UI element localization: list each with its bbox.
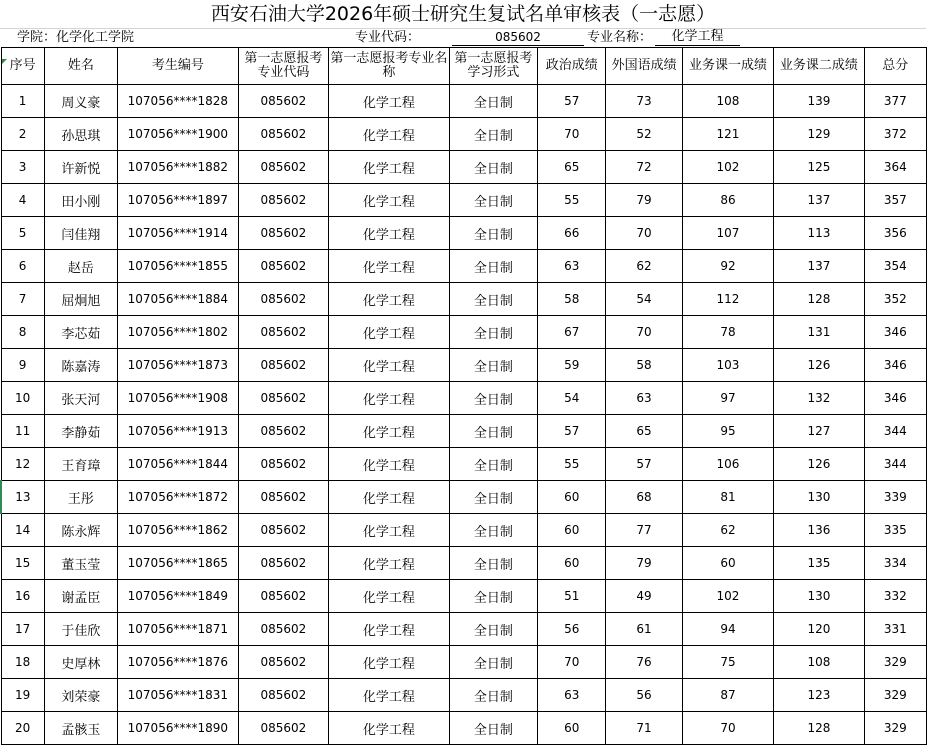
major-name-label: 专业名称：	[587, 30, 653, 45]
cell-subject-two[interactable]: 131	[774, 316, 864, 349]
cell-subject-two[interactable]: 137	[774, 250, 864, 283]
cell-total[interactable]: 334	[864, 547, 926, 580]
cell-major-name[interactable]: 化学工程	[329, 382, 450, 415]
cell-study-mode[interactable]: 全日制	[449, 646, 537, 679]
cell-total[interactable]: 331	[864, 613, 926, 646]
page-title: 西安石油大学2026年硕士研究生复试名单审核表（一志愿）	[0, 0, 926, 29]
cell-politics[interactable]: 57	[538, 415, 606, 448]
table-row	[1, 514, 927, 547]
cell-exam-id[interactable]: 107056****1828	[118, 85, 239, 118]
cell-politics[interactable]: 60	[538, 547, 606, 580]
cell-exam-id[interactable]: 107056****1884	[118, 283, 239, 316]
column-header[interactable]: 外国语成绩	[606, 48, 682, 85]
table-row	[1, 547, 927, 580]
cell-total[interactable]: 346	[864, 316, 926, 349]
cell-total[interactable]: 372	[864, 118, 926, 151]
cell-subject-two[interactable]: 123	[774, 679, 864, 712]
cell-exam-id[interactable]: 107056****1890	[118, 712, 239, 745]
college-label: 学院：化学化工学院	[17, 30, 135, 45]
cell-politics[interactable]: 59	[538, 349, 606, 382]
cell-exam-id[interactable]: 107056****1913	[118, 415, 239, 448]
cell-name[interactable]: 陈永辉	[44, 514, 117, 547]
cell-foreign-language[interactable]: 52	[606, 118, 682, 151]
cell-exam-id[interactable]: 107056****1862	[118, 514, 239, 547]
cell-foreign-language[interactable]: 65	[606, 415, 682, 448]
table-row	[1, 151, 927, 184]
cell-index[interactable]: 16	[1, 580, 44, 613]
cell-major-code[interactable]: 085602	[238, 514, 328, 547]
cell-name[interactable]: 王彤	[44, 481, 117, 514]
column-header[interactable]: 总分	[864, 48, 926, 85]
cell-index[interactable]: 3	[1, 151, 44, 184]
cell-exam-id[interactable]: 107056****1802	[118, 316, 239, 349]
cell-major-code[interactable]: 085602	[238, 217, 328, 250]
cell-foreign-language[interactable]: 63	[606, 382, 682, 415]
cell-subject-two[interactable]: 130	[774, 481, 864, 514]
table-row	[1, 646, 927, 679]
cell-study-mode[interactable]: 全日制	[449, 415, 537, 448]
cell-exam-id[interactable]: 107056****1908	[118, 382, 239, 415]
cell-major-name[interactable]: 化学工程	[329, 316, 450, 349]
cell-subject-one[interactable]: 86	[682, 184, 773, 217]
cell-study-mode[interactable]: 全日制	[449, 118, 537, 151]
candidate-table	[0, 47, 927, 745]
cell-subject-one[interactable]: 103	[682, 349, 773, 382]
cell-foreign-language[interactable]: 57	[606, 448, 682, 481]
cell-total[interactable]: 352	[864, 283, 926, 316]
cell-major-name[interactable]: 化学工程	[329, 184, 450, 217]
cell-major-code[interactable]: 085602	[238, 382, 328, 415]
cell-study-mode[interactable]: 全日制	[449, 712, 537, 745]
cell-foreign-language[interactable]: 72	[606, 151, 682, 184]
cell-total[interactable]: 329	[864, 712, 926, 745]
cell-name[interactable]: 张天河	[44, 382, 117, 415]
cell-major-name[interactable]: 化学工程	[329, 118, 450, 151]
cell-major-code[interactable]: 085602	[238, 580, 328, 613]
cell-politics[interactable]: 67	[538, 316, 606, 349]
table-header-row	[1, 48, 927, 85]
table-row	[1, 85, 927, 118]
cell-politics[interactable]: 60	[538, 514, 606, 547]
cell-index[interactable]: 1	[1, 85, 44, 118]
cell-subject-two[interactable]: 139	[774, 85, 864, 118]
major-name-value: 化学工程	[655, 29, 740, 46]
cell-total[interactable]: 339	[864, 481, 926, 514]
cell-subject-one[interactable]: 95	[682, 415, 773, 448]
cell-index[interactable]: 6	[1, 250, 44, 283]
cell-subject-one[interactable]: 102	[682, 151, 773, 184]
cell-politics[interactable]: 66	[538, 217, 606, 250]
cell-subject-two[interactable]: 126	[774, 448, 864, 481]
cell-name[interactable]: 刘荣豪	[44, 679, 117, 712]
cell-politics[interactable]: 57	[538, 85, 606, 118]
major-code-label: 专业代码：	[355, 30, 421, 45]
cell-total[interactable]: 335	[864, 514, 926, 547]
cell-foreign-language[interactable]: 58	[606, 349, 682, 382]
cell-total[interactable]: 364	[864, 151, 926, 184]
cell-subject-one[interactable]: 107	[682, 217, 773, 250]
cell-index[interactable]: 18	[1, 646, 44, 679]
cell-name[interactable]: 王育璋	[44, 448, 117, 481]
cell-major-name[interactable]: 化学工程	[329, 679, 450, 712]
cell-major-code[interactable]: 085602	[238, 415, 328, 448]
table-row	[1, 382, 927, 415]
cell-total[interactable]: 329	[864, 646, 926, 679]
cell-major-code[interactable]: 085602	[238, 712, 328, 745]
cell-major-name[interactable]: 化学工程	[329, 448, 450, 481]
cell-total[interactable]: 356	[864, 217, 926, 250]
cell-subject-one[interactable]: 62	[682, 514, 773, 547]
cell-politics[interactable]: 60	[538, 712, 606, 745]
cell-name[interactable]: 陈嘉涛	[44, 349, 117, 382]
cell-foreign-language[interactable]: 49	[606, 580, 682, 613]
table-row	[1, 415, 927, 448]
cell-name[interactable]: 史厚林	[44, 646, 117, 679]
cell-politics[interactable]: 70	[538, 118, 606, 151]
cell-subject-one[interactable]: 94	[682, 613, 773, 646]
table-row	[1, 613, 927, 646]
column-header[interactable]: 考生编号	[118, 48, 239, 85]
table-row	[1, 283, 927, 316]
column-header[interactable]: 姓名	[44, 48, 117, 85]
cell-exam-id[interactable]: 107056****1844	[118, 448, 239, 481]
table-body	[1, 85, 927, 745]
cell-foreign-language[interactable]: 71	[606, 712, 682, 745]
cell-exam-id[interactable]: 107056****1865	[118, 547, 239, 580]
cell-total[interactable]: 377	[864, 85, 926, 118]
cell-major-name[interactable]: 化学工程	[329, 580, 450, 613]
cell-index[interactable]: 20	[1, 712, 44, 745]
cell-politics[interactable]: 60	[538, 481, 606, 514]
cell-total[interactable]: 357	[864, 184, 926, 217]
cell-index[interactable]: 4	[1, 184, 44, 217]
cell-subject-two[interactable]: 125	[774, 151, 864, 184]
cell-foreign-language[interactable]: 61	[606, 613, 682, 646]
cell-exam-id[interactable]: 107056****1872	[118, 481, 239, 514]
cell-major-code[interactable]: 085602	[238, 184, 328, 217]
cell-foreign-language[interactable]: 62	[606, 250, 682, 283]
cell-index[interactable]: 17	[1, 613, 44, 646]
cell-name[interactable]: 孙思琪	[44, 118, 117, 151]
cell-study-mode[interactable]: 全日制	[449, 85, 537, 118]
table-row	[1, 349, 927, 382]
cell-total[interactable]: 346	[864, 382, 926, 415]
cell-total[interactable]: 354	[864, 250, 926, 283]
cell-foreign-language[interactable]: 56	[606, 679, 682, 712]
cell-major-code[interactable]: 085602	[238, 448, 328, 481]
cell-study-mode[interactable]: 全日制	[449, 283, 537, 316]
cell-major-code[interactable]: 085602	[238, 151, 328, 184]
column-header[interactable]: 序号	[1, 48, 44, 85]
table-row	[1, 217, 927, 250]
cell-major-name[interactable]: 化学工程	[329, 547, 450, 580]
cell-foreign-language[interactable]: 70	[606, 217, 682, 250]
cell-subject-one[interactable]: 97	[682, 382, 773, 415]
cell-index[interactable]: 14	[1, 514, 44, 547]
cell-major-code[interactable]: 085602	[238, 118, 328, 151]
cell-major-code[interactable]: 085602	[238, 547, 328, 580]
cell-study-mode[interactable]: 全日制	[449, 151, 537, 184]
cell-major-code[interactable]: 085602	[238, 646, 328, 679]
table-row	[1, 316, 927, 349]
cell-major-name[interactable]: 化学工程	[329, 712, 450, 745]
column-header[interactable]: 业务课二成绩	[774, 48, 864, 85]
cell-major-code[interactable]: 085602	[238, 250, 328, 283]
cell-major-code[interactable]: 085602	[238, 316, 328, 349]
cell-name[interactable]: 田小刚	[44, 184, 117, 217]
cell-exam-id[interactable]: 107056****1882	[118, 151, 239, 184]
table-row	[1, 481, 927, 514]
cell-subject-two[interactable]: 135	[774, 547, 864, 580]
cell-politics[interactable]: 58	[538, 283, 606, 316]
cell-index[interactable]: 7	[1, 283, 44, 316]
cell-study-mode[interactable]: 全日制	[449, 481, 537, 514]
cell-study-mode[interactable]: 全日制	[449, 679, 537, 712]
cell-subject-two[interactable]: 136	[774, 514, 864, 547]
cell-foreign-language[interactable]: 77	[606, 514, 682, 547]
cell-index[interactable]: 13	[1, 481, 44, 514]
cell-foreign-language[interactable]: 73	[606, 85, 682, 118]
cell-index[interactable]: 5	[1, 217, 44, 250]
cell-subject-one[interactable]: 112	[682, 283, 773, 316]
cell-major-code[interactable]: 085602	[238, 481, 328, 514]
cell-index[interactable]: 2	[1, 118, 44, 151]
cell-subject-two[interactable]: 129	[774, 118, 864, 151]
cell-name[interactable]: 闫佳翔	[44, 217, 117, 250]
cell-exam-id[interactable]: 107056****1914	[118, 217, 239, 250]
cell-foreign-language[interactable]: 54	[606, 283, 682, 316]
cell-exam-id[interactable]: 107056****1897	[118, 184, 239, 217]
cell-total[interactable]: 344	[864, 448, 926, 481]
column-header[interactable]: 第一志愿报考专业代码	[238, 48, 328, 85]
cell-foreign-language[interactable]: 76	[606, 646, 682, 679]
cell-major-name[interactable]: 化学工程	[329, 481, 450, 514]
cell-index[interactable]: 9	[1, 349, 44, 382]
cell-foreign-language[interactable]: 79	[606, 184, 682, 217]
cell-subject-one[interactable]: 102	[682, 580, 773, 613]
cell-subject-one[interactable]: 92	[682, 250, 773, 283]
cell-politics[interactable]: 51	[538, 580, 606, 613]
cell-name[interactable]: 屈炯旭	[44, 283, 117, 316]
cell-exam-id[interactable]: 107056****1873	[118, 349, 239, 382]
cell-name[interactable]: 李芯茹	[44, 316, 117, 349]
cell-subject-one[interactable]: 70	[682, 712, 773, 745]
cell-study-mode[interactable]: 全日制	[449, 448, 537, 481]
major-code-value: 085602	[452, 29, 584, 46]
cell-study-mode[interactable]: 全日制	[449, 217, 537, 250]
cell-study-mode[interactable]: 全日制	[449, 316, 537, 349]
cell-subject-two[interactable]: 127	[774, 415, 864, 448]
cell-study-mode[interactable]: 全日制	[449, 547, 537, 580]
cell-subject-two[interactable]: 126	[774, 349, 864, 382]
cell-major-name[interactable]: 化学工程	[329, 250, 450, 283]
cell-study-mode[interactable]: 全日制	[449, 349, 537, 382]
cell-study-mode[interactable]: 全日制	[449, 184, 537, 217]
cell-subject-two[interactable]: 128	[774, 283, 864, 316]
cell-name[interactable]: 许新悦	[44, 151, 117, 184]
cell-major-name[interactable]: 化学工程	[329, 217, 450, 250]
cell-study-mode[interactable]: 全日制	[449, 382, 537, 415]
cell-politics[interactable]: 70	[538, 646, 606, 679]
cell-exam-id[interactable]: 107056****1900	[118, 118, 239, 151]
cell-subject-one[interactable]: 75	[682, 646, 773, 679]
column-header[interactable]: 政治成绩	[538, 48, 606, 85]
cell-politics[interactable]: 55	[538, 448, 606, 481]
cell-subject-two[interactable]: 120	[774, 613, 864, 646]
cell-major-name[interactable]: 化学工程	[329, 151, 450, 184]
cell-study-mode[interactable]: 全日制	[449, 580, 537, 613]
cell-subject-two[interactable]: 137	[774, 184, 864, 217]
cell-subject-one[interactable]: 106	[682, 448, 773, 481]
cell-subject-one[interactable]: 87	[682, 679, 773, 712]
cell-subject-two[interactable]: 108	[774, 646, 864, 679]
table-row	[1, 580, 927, 613]
table-row	[1, 250, 927, 283]
cell-index[interactable]: 12	[1, 448, 44, 481]
table-row	[1, 118, 927, 151]
cell-major-name[interactable]: 化学工程	[329, 613, 450, 646]
cell-name[interactable]: 孟骸玉	[44, 712, 117, 745]
cell-study-mode[interactable]: 全日制	[449, 514, 537, 547]
cell-major-name[interactable]: 化学工程	[329, 514, 450, 547]
column-header[interactable]: 业务课一成绩	[682, 48, 773, 85]
info-row	[0, 29, 926, 47]
cell-total[interactable]: 332	[864, 580, 926, 613]
cell-name[interactable]: 谢孟臣	[44, 580, 117, 613]
cell-subject-one[interactable]: 121	[682, 118, 773, 151]
cell-major-code[interactable]: 085602	[238, 85, 328, 118]
cell-subject-one[interactable]: 78	[682, 316, 773, 349]
cell-total[interactable]: 346	[864, 349, 926, 382]
cell-politics[interactable]: 55	[538, 184, 606, 217]
cell-major-code[interactable]: 085602	[238, 349, 328, 382]
cell-index[interactable]: 11	[1, 415, 44, 448]
column-header[interactable]: 第一志愿报考专业名称	[329, 48, 450, 85]
table-row	[1, 184, 927, 217]
cell-study-mode[interactable]: 全日制	[449, 613, 537, 646]
cell-exam-id[interactable]: 107056****1876	[118, 646, 239, 679]
cell-major-code[interactable]: 085602	[238, 283, 328, 316]
cell-index[interactable]: 19	[1, 679, 44, 712]
cell-name[interactable]: 于佳欣	[44, 613, 117, 646]
cell-name[interactable]: 赵岳	[44, 250, 117, 283]
cell-major-code[interactable]: 085602	[238, 679, 328, 712]
table-row	[1, 712, 927, 745]
cell-major-name[interactable]: 化学工程	[329, 283, 450, 316]
cell-major-name[interactable]: 化学工程	[329, 85, 450, 118]
cell-total[interactable]: 329	[864, 679, 926, 712]
cell-name[interactable]: 董玉莹	[44, 547, 117, 580]
cell-exam-id[interactable]: 107056****1871	[118, 613, 239, 646]
cell-name[interactable]: 周义豪	[44, 85, 117, 118]
cell-politics[interactable]: 54	[538, 382, 606, 415]
cell-major-code[interactable]: 085602	[238, 613, 328, 646]
cell-index[interactable]: 8	[1, 316, 44, 349]
cell-politics[interactable]: 63	[538, 679, 606, 712]
cell-exam-id[interactable]: 107056****1849	[118, 580, 239, 613]
table-row	[1, 679, 927, 712]
cell-politics[interactable]: 56	[538, 613, 606, 646]
cell-subject-two[interactable]: 130	[774, 580, 864, 613]
table-row	[1, 448, 927, 481]
cell-index[interactable]: 15	[1, 547, 44, 580]
cell-subject-one[interactable]: 108	[682, 85, 773, 118]
cell-exam-id[interactable]: 107056****1831	[118, 679, 239, 712]
cell-total[interactable]: 344	[864, 415, 926, 448]
cell-subject-two[interactable]: 132	[774, 382, 864, 415]
column-header[interactable]: 第一志愿报考学习形式	[449, 48, 537, 85]
cell-subject-one[interactable]: 60	[682, 547, 773, 580]
cell-foreign-language[interactable]: 79	[606, 547, 682, 580]
cell-major-name[interactable]: 化学工程	[329, 415, 450, 448]
cell-foreign-language[interactable]: 68	[606, 481, 682, 514]
cell-name[interactable]: 李静茹	[44, 415, 117, 448]
cell-foreign-language[interactable]: 70	[606, 316, 682, 349]
cell-exam-id[interactable]: 107056****1855	[118, 250, 239, 283]
cell-politics[interactable]: 63	[538, 250, 606, 283]
cell-major-name[interactable]: 化学工程	[329, 349, 450, 382]
cell-major-name[interactable]: 化学工程	[329, 646, 450, 679]
cell-subject-two[interactable]: 128	[774, 712, 864, 745]
cell-index[interactable]: 10	[1, 382, 44, 415]
cell-subject-one[interactable]: 81	[682, 481, 773, 514]
cell-study-mode[interactable]: 全日制	[449, 250, 537, 283]
cell-subject-two[interactable]: 113	[774, 217, 864, 250]
cell-politics[interactable]: 65	[538, 151, 606, 184]
